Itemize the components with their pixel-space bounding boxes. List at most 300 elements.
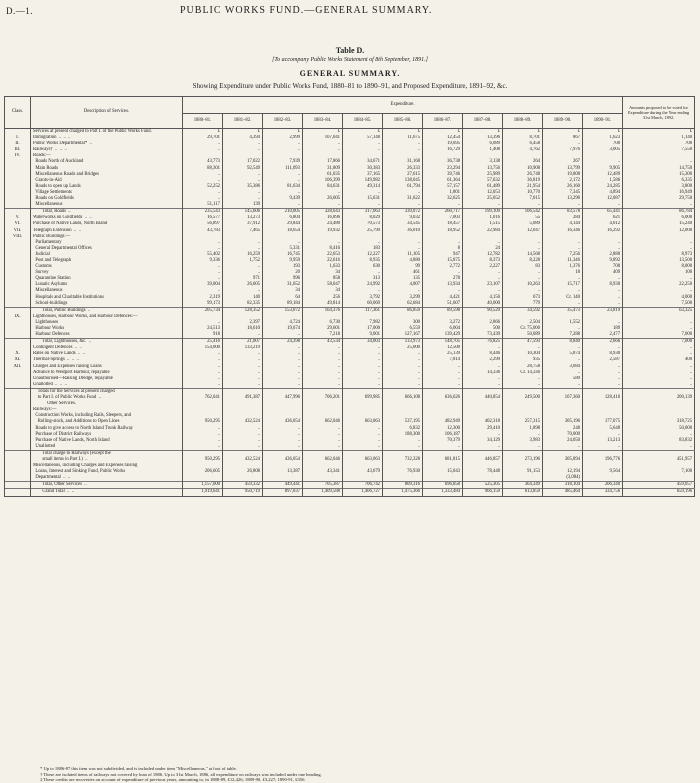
- value-cell: 8,446: [463, 351, 503, 357]
- value-cell: ..: [343, 141, 383, 147]
- value-cell: 36,738 23,294 39,746 61,364 57,157 1,801 32,625 ..: [423, 153, 463, 208]
- proposed-cell: ..: [623, 351, 695, 357]
- value-cell: ..: [183, 364, 223, 370]
- value-cell: 317,063: [343, 209, 383, 216]
- value-cell: ..: [583, 364, 623, 370]
- value-cell: ..: [183, 357, 223, 363]
- value-cell: ..: [343, 147, 383, 153]
- class-cell: X.: [5, 351, 31, 357]
- value-cell: 6,089: [463, 141, 503, 147]
- value-cell: 4,724 19,674 ..: [263, 314, 303, 339]
- value-cell: 950,295 .. .. .. ..: [183, 407, 223, 450]
- value-cell: 3,005: [583, 147, 623, 153]
- value-cell: 12,047: [503, 228, 543, 234]
- description-cell: Lighthouses, Harbour Works, and Harbour Defences:— Lighthouses Harbour Works Harbour Defences: [31, 314, 183, 339]
- value-cell: 257,315 1,898 .. 3,983 ..: [503, 407, 543, 450]
- value-cell: 328,643: [303, 209, 343, 216]
- value-cell: 70,573: [343, 221, 383, 227]
- value-cell: ..: [223, 364, 263, 370]
- value-cell: .. 24,513 918: [183, 314, 223, 339]
- value-cell: ..: [383, 357, 423, 363]
- value-cell: ..: [303, 345, 343, 351]
- proposed-cell: 659,196: [623, 489, 695, 496]
- value-cell: 2,866 500 73,439: [463, 314, 503, 339]
- running-title: PUBLIC WORKS FUND.—GENERAL SUMMARY.: [180, 5, 433, 16]
- class-cell: VII.: [5, 228, 31, 234]
- class-cell: [5, 463, 31, 482]
- class-cell: III.: [5, 147, 31, 153]
- table-row: [5, 482, 695, 489]
- value-cell: 1,919,641: [183, 489, 223, 496]
- footnote: * Up to 1886-87 this item was not subdivided, and is included under item "Miscellaneous," at foot of table.: [40, 766, 237, 771]
- value-cell: 5,874: [543, 351, 583, 357]
- value-cell: ..: [303, 357, 343, 363]
- value-cell: 8,701: [503, 135, 543, 141]
- value-cell: ..: [383, 382, 423, 389]
- value-cell: 663,063: [343, 450, 383, 463]
- class-cell: [5, 209, 31, 216]
- value-cell: ..: [503, 345, 543, 351]
- class-cell: [5, 339, 31, 346]
- value-cell: 432,524: [223, 450, 263, 463]
- value-cell: 16,292: [583, 228, 623, 234]
- value-cell: 762,641: [183, 388, 223, 401]
- value-cell: ..: [223, 357, 263, 363]
- value-cell: 11,675: [383, 135, 423, 141]
- class-cell: [5, 388, 31, 401]
- value-cell: ..: [543, 345, 583, 351]
- proposed-cell: 459,057: [623, 482, 695, 489]
- table-row: [5, 407, 695, 450]
- class-cell: [5, 450, 31, 463]
- value-cell: 950,719: [223, 489, 263, 496]
- class-header: Class.: [5, 97, 31, 129]
- value-cell: ..: [543, 141, 583, 147]
- value-cell: ..: [583, 370, 623, 376]
- value-cell: 34,545: [383, 221, 423, 227]
- value-cell: 249,500: [503, 388, 543, 401]
- value-cell: 681,815: [423, 450, 463, 463]
- value-cell: 662,046: [303, 450, 343, 463]
- value-cell: 264 10,908 26,748 36,819 21,954 10,770 7,015 ..: [503, 153, 543, 208]
- value-cell: 25,416: [183, 339, 223, 346]
- value-cell: ..: [503, 382, 543, 389]
- description-cell: Total, Lighthouses, &c. ..: [31, 339, 183, 346]
- description-cell: Charges and Expenses raising Loans: [31, 364, 183, 370]
- value-cell: ..: [383, 141, 423, 147]
- value-cell: 43,534: [303, 339, 343, 346]
- proposed-cell: ..: [623, 370, 695, 376]
- value-cell: 154,000: [183, 345, 223, 351]
- value-cell: 706,201: [303, 388, 343, 401]
- proposed-cell: ..: [623, 382, 695, 389]
- description-cell: Telegraph Extension .. ..: [31, 228, 183, 234]
- table-row: [5, 463, 695, 482]
- value-cell: £: [383, 129, 423, 136]
- value-cell: 305,196 248 70,000 24,050 ..: [543, 407, 583, 450]
- value-cell: 589: [543, 376, 583, 382]
- value-cell: .. .. 7,256 11,346 1,376 18 .. 15,717 .. Cr. 140 ..: [543, 234, 583, 308]
- value-cell: 318,104: [543, 482, 583, 489]
- class-cell: XI.: [5, 357, 31, 363]
- year-header: 1888–89.: [503, 114, 543, 129]
- class-cell: IX.: [5, 314, 31, 339]
- proposed-cell: 6,000: [623, 215, 695, 221]
- value-cell: 9,032: [383, 215, 423, 221]
- value-cell: ..: [263, 345, 303, 351]
- value-cell: .. .. 2,880 9,892 708 409 .. 8,930 .. .. ..: [583, 234, 623, 308]
- description-cell: Railways:— Construction Works, including Rails, Sleepers, and Rolling-stock, and Additions to Open Lines Roads to give access to North Island Trunk Railway Purchase of District Railways Purchase of Native Lands, North Island Unallotted: [31, 407, 183, 450]
- value-cell: 459,332: [223, 482, 263, 489]
- value-cell: 34,592: [503, 307, 543, 314]
- value-cell: 260,717: [423, 209, 463, 216]
- value-cell: 666,108: [383, 388, 423, 401]
- class-cell: [5, 482, 31, 489]
- proposed-cell: 86,784: [623, 209, 695, 216]
- value-cell: ..: [263, 351, 303, 357]
- table-row: [5, 209, 695, 216]
- value-cell: ..: [543, 357, 583, 363]
- description-cell: Public Works Departmental* ..: [31, 141, 183, 147]
- value-cell: 19,695: [423, 141, 463, 147]
- value-cell: ..: [183, 147, 223, 153]
- value-cell: 210,005: [263, 209, 303, 216]
- value-cell: 29,844: [263, 221, 303, 227]
- value-cell: ..: [263, 141, 303, 147]
- value-cell: ..: [303, 376, 343, 382]
- value-cell: ..: [463, 382, 503, 389]
- value-cell: ..: [183, 382, 223, 389]
- value-cell: 662,046 .. .. .. ..: [303, 407, 343, 450]
- value-cell: 14,336: [463, 370, 503, 376]
- value-cell: 13,273: [223, 215, 263, 221]
- value-cell: 2,999: [263, 135, 303, 141]
- value-cell: 29,701: [183, 135, 223, 141]
- table-row: [5, 129, 695, 136]
- value-cell: 35,473: [543, 307, 583, 314]
- proposed-cell: 200,139: [623, 388, 695, 401]
- description-cell: Total charge to Railways (except the small items in Part I.) ..: [31, 450, 183, 463]
- description-cell: Railways† .. .. ..: [31, 147, 183, 153]
- year-header: 1883–84.: [303, 114, 343, 129]
- value-cell: ..: [303, 351, 343, 357]
- year-header: 1884–85.: [343, 114, 383, 129]
- value-cell: ..: [383, 364, 423, 370]
- table-row: [5, 450, 695, 463]
- value-cell: 12,454: [423, 135, 463, 141]
- value-cell: 7,003: [423, 215, 463, 221]
- value-cell: ..: [263, 382, 303, 389]
- value-cell: 300 6,559 127,167: [383, 314, 423, 339]
- value-cell: 26,808: [223, 463, 263, 482]
- value-cell: 19,932: [303, 228, 343, 234]
- description-cell: Unallotted .. .. ..: [31, 382, 183, 389]
- value-cell: 145,606: [223, 209, 263, 216]
- value-cell: 485,464: [543, 489, 583, 496]
- value-cell: 167,360: [543, 388, 583, 401]
- value-cell: 699,985: [343, 388, 383, 401]
- value-cell: 28,758: [503, 364, 543, 370]
- value-cell: 1,409,588: [303, 489, 343, 496]
- value-cell: ..: [423, 364, 463, 370]
- year-header: 1890–91.: [583, 114, 623, 129]
- value-cell: 31,168 26,333 27,615 138,045 61,794 .. 31,622 ..: [383, 153, 423, 208]
- value-cell: 284: [543, 215, 583, 221]
- value-cell: 364,349: [503, 482, 543, 489]
- value-cell: 1,333,484: [423, 489, 463, 496]
- table-row: [5, 339, 695, 346]
- value-cell: 2,666: [583, 339, 623, 346]
- value-cell: .. .. 11,105 4,880 99 461 135 4,007 .. 3,299 62,684: [383, 234, 423, 308]
- proposed-cell: 1,140: [623, 135, 695, 141]
- value-cell: 1,157,000: [183, 482, 223, 489]
- value-cell: .. .. 14,568 8,228 83 .. .. 10,263 .. 673 779: [503, 234, 543, 308]
- value-cell: £: [583, 129, 623, 136]
- class-cell: I.: [5, 135, 31, 141]
- value-cell: 446,857: [463, 450, 503, 463]
- value-cell: .. .. 55,402 9,336 .. .. .. 39,004 .. 2,319 99,173: [183, 234, 223, 308]
- value-cell: £: [183, 129, 223, 136]
- value-cell: 43,773 88,301 .. .. 52,252 .. .. 51,117: [183, 153, 223, 208]
- value-cell: 21,007: [223, 339, 263, 346]
- value-cell: 339,072: [383, 209, 423, 216]
- proposed-cell: ..: [623, 345, 695, 351]
- description-cell: Total, Public Buildings ..: [31, 307, 183, 314]
- value-cell: 966,159: [463, 489, 503, 496]
- value-cell: 34,003: [343, 339, 383, 346]
- proposed-cell: 318,725 50,000 .. 83,832 ..: [623, 407, 695, 450]
- value-cell: 57,148: [343, 135, 383, 141]
- table-title: Table D.: [335, 46, 365, 55]
- value-cell: 636,626: [423, 388, 463, 401]
- value-cell: 334,756: [583, 489, 623, 496]
- value-cell: 4,012: [583, 221, 623, 227]
- value-cell: 17,866 31,809 61,035 106,399 84,631 .. 26,605 ..: [303, 153, 343, 208]
- value-cell: ..: [463, 345, 503, 351]
- table-body: [5, 129, 695, 497]
- value-cell: 177,075 5,648 .. 13,213 ..: [583, 407, 623, 450]
- value-cell: 148,705: [423, 339, 463, 346]
- value-cell: 47,593: [503, 339, 543, 346]
- value-cell: 809,316: [383, 482, 423, 489]
- value-cell: 6,804: [263, 215, 303, 221]
- value-cell: ..: [263, 357, 303, 363]
- value-cell: ..: [183, 376, 223, 382]
- value-cell: £: [343, 129, 383, 136]
- value-cell: ..: [223, 370, 263, 376]
- proposed-cell: 7,100: [623, 463, 695, 482]
- description-cell: Purchase of Native Lands, North Island: [31, 221, 183, 227]
- value-cell: ..: [343, 370, 383, 376]
- value-cell: 8,930: [583, 351, 623, 357]
- proposed-cell: 700: [623, 141, 695, 147]
- value-cell: 663,063 .. .. .. ..: [343, 407, 383, 450]
- value-cell: ..: [383, 351, 423, 357]
- proposed-cell: .. .. 7,000: [623, 314, 695, 339]
- value-cell: 696,858: [423, 482, 463, 489]
- value-cell: 13,387: [263, 463, 303, 482]
- value-cell: .. .. 16,259 1,752 .. .. 971 26,605 .. 140 82,335: [223, 234, 263, 308]
- value-cell: 3,272 6,004 139,429: [423, 314, 463, 339]
- value-cell: ..: [423, 382, 463, 389]
- value-cell: 897,037: [263, 489, 303, 496]
- value-cell: ..: [343, 345, 383, 351]
- class-cell: V.: [5, 215, 31, 221]
- table-row: [5, 489, 695, 496]
- value-cell: 1,016: [463, 215, 503, 221]
- description-cell: Totals for the Services at present charged to Part I. of Public Works Fund ..: [31, 388, 183, 401]
- value-cell: 12,194 (3,084): [543, 463, 583, 482]
- value-cell: 402,318 29,410 .. 34,129 ..: [463, 407, 503, 450]
- value-cell: ..: [383, 376, 423, 382]
- value-cell: 867: [543, 135, 583, 141]
- value-cell: ..: [223, 351, 263, 357]
- value-cell: ..: [263, 370, 303, 376]
- value-cell: 8,840: [543, 339, 583, 346]
- value-cell: 6,730 29,601 7,218: [303, 314, 343, 339]
- value-cell: 621: [583, 215, 623, 221]
- value-cell: 235,543: [183, 209, 223, 216]
- description-cell: Immigration .. .. ..: [31, 135, 183, 141]
- value-cell: 935: [503, 357, 543, 363]
- year-header: 1882–83.: [263, 114, 303, 129]
- table-row: [5, 153, 695, 208]
- value-cell: 34,671 30,383 37,165 149,982 49,314 .. 15,631 ..: [343, 153, 383, 208]
- value-cell: 3,138 13,756 25,989 57,632 61,489 12,053 25,052 ..: [463, 153, 503, 208]
- value-cell: 37,912: [223, 221, 263, 227]
- description-cell: Waterworks on Goldfields .. ..: [31, 215, 183, 221]
- value-cell: 4,144: [543, 221, 583, 227]
- class-cell: [5, 407, 31, 450]
- class-cell: [5, 489, 31, 496]
- value-cell: ..: [303, 364, 343, 370]
- proposed-cell: 12,000: [623, 228, 695, 234]
- value-cell: ..: [183, 351, 223, 357]
- value-cell: .. 189 2,477: [583, 314, 623, 339]
- value-cell: 8,029: [343, 215, 383, 221]
- value-cell: 7,939 111,093 .. .. 81,634 .. 9,439 ..: [263, 153, 303, 208]
- value-cell: 153,072: [263, 307, 303, 314]
- value-cell: 89,598: [423, 307, 463, 314]
- proposed-cell: 15,240: [623, 221, 695, 227]
- description-cell: Rates on Native Lands .. ..: [31, 351, 183, 357]
- proposed-cell: 451,957: [623, 450, 695, 463]
- description-cell: Services at present charged to Part I. of the Public Works Fund.: [31, 129, 183, 136]
- value-cell: 1,408: [463, 147, 503, 153]
- value-cell: 305,894: [543, 450, 583, 463]
- value-cell: 10,304: [503, 351, 543, 357]
- value-cell: 1,623: [583, 135, 623, 141]
- value-cell: 1,406,727: [343, 489, 383, 496]
- table-description: Showing Expenditure under Public Works Fund, 1880–81 to 1890–91, and Proposed Expenditure, 1891–92, &c.: [192, 82, 508, 90]
- proposed-cell: 7,000: [623, 339, 695, 346]
- footnote: † These are isolated items of railways not covered by loan of 1886. Up to 31st March, 1886, all expenditure on railways was included under one heading.: [40, 771, 322, 777]
- value-cell: 700: [583, 141, 623, 147]
- value-cell: 107,041: [303, 135, 343, 141]
- description-cell: Miscellaneous, including Charges and Expenses raising Loans, Interest and Sinking Fund, Public Works Departmental .. ..: [31, 463, 183, 482]
- value-cell: 90,529: [463, 307, 503, 314]
- value-cell: 732,328: [383, 450, 423, 463]
- description-cell: Grand Total .. ..: [31, 489, 183, 496]
- value-cell: 9,564: [583, 463, 623, 482]
- value-cell: 267 13,799 19,808 2,172 26,160 7,345 13,290 ..: [543, 153, 583, 208]
- value-cell: 7,465: [223, 228, 263, 234]
- value-cell: 206,340: [583, 482, 623, 489]
- value-cell: 273,196: [503, 450, 543, 463]
- value-cell: 55: [503, 215, 543, 221]
- value-cell: 1,475,366: [383, 489, 423, 496]
- year-header: 1887–88.: [463, 114, 503, 129]
- value-cell: 491,387: [223, 388, 263, 401]
- year-header: 1885–86.: [383, 114, 423, 129]
- value-cell: 7,976: [543, 147, 583, 153]
- value-cell: 18,654: [263, 228, 303, 234]
- value-cell: 17,022 92,549 .. .. 35,386 .. .. 139: [223, 153, 263, 208]
- value-cell: 205,734: [183, 307, 223, 314]
- value-cell: .. 9,905 12,489 1,586 24,285 4,894 12,087 ..: [583, 153, 623, 208]
- value-cell: 12,500: [423, 345, 463, 351]
- description-cell: Unauthorised—Raising Dredge, repayable: [31, 376, 183, 382]
- value-cell: 78,448: [463, 463, 503, 482]
- summary-table: [4, 96, 695, 497]
- value-cell: ..: [343, 351, 383, 357]
- value-cell: .. 24 12,782 8,373 2,227 .. .. 23,107 .. 4,156 40,000: [463, 234, 503, 308]
- value-cell: ..: [423, 370, 463, 376]
- value-cell: ..: [223, 147, 263, 153]
- value-cell: ..: [343, 376, 383, 382]
- value-cell: 65,441: [583, 209, 623, 216]
- value-cell: 16,346: [543, 228, 583, 234]
- value-cell: £: [503, 129, 543, 136]
- value-cell: 91,153: [503, 463, 543, 482]
- value-cell: ..: [263, 364, 303, 370]
- value-cell: 76,930: [383, 463, 423, 482]
- proposed-cell: .. 14,750 15,300 6,335 3,800 16,949 29,750 ..: [623, 153, 695, 208]
- value-cell: Cr. 14,336: [503, 370, 543, 376]
- proposed-cell: ..: [623, 364, 695, 370]
- expenditure-header: Expenditure.: [183, 97, 623, 114]
- value-cell: 1,552 .. 7,288: [543, 314, 583, 339]
- value-cell: 705,387: [303, 482, 343, 489]
- value-cell: 7,982 17,000 9,001: [343, 314, 383, 339]
- value-cell: ..: [583, 382, 623, 389]
- value-cell: .. 8,416 22,653 22,616 1,633 34 858 58,047 34 256 49,814: [303, 234, 343, 308]
- proposed-cell: £: [623, 129, 695, 136]
- description-cell: Public Buildings:— Parliamentary General Departmental Offices Judicial Post and Telegraph Customs Survey Quarantine Station Lunatic Asylums Miscellaneous Hospitals and Charitable Institutions School-buildings: [31, 234, 183, 308]
- value-cell: ..: [503, 376, 543, 382]
- value-cell: 2,299: [463, 357, 503, 363]
- value-cell: 164,376: [303, 307, 343, 314]
- value-cell: ..: [303, 382, 343, 389]
- value-cell: 86,859: [383, 307, 423, 314]
- value-cell: 449,441: [263, 482, 303, 489]
- value-cell: ..: [223, 382, 263, 389]
- value-cell: £: [423, 129, 463, 136]
- value-cell: ..: [583, 376, 623, 382]
- proposed-cell: ..: [623, 376, 695, 382]
- class-cell: XII.: [5, 364, 31, 370]
- value-cell: £: [223, 129, 263, 136]
- value-cell: ..: [543, 382, 583, 389]
- value-cell: 128,416: [583, 388, 623, 401]
- value-cell: 43,341: [303, 463, 343, 482]
- value-cell: ..: [343, 382, 383, 389]
- value-cell: 613,859: [503, 489, 543, 496]
- class-cell: VI.: [5, 221, 31, 227]
- value-cell: 43,679: [343, 463, 383, 482]
- value-cell: .. 183 12,227 8,935 630 .. 313 24,992 .. 3,792 60,069: [343, 234, 383, 308]
- class-cell: [5, 382, 31, 389]
